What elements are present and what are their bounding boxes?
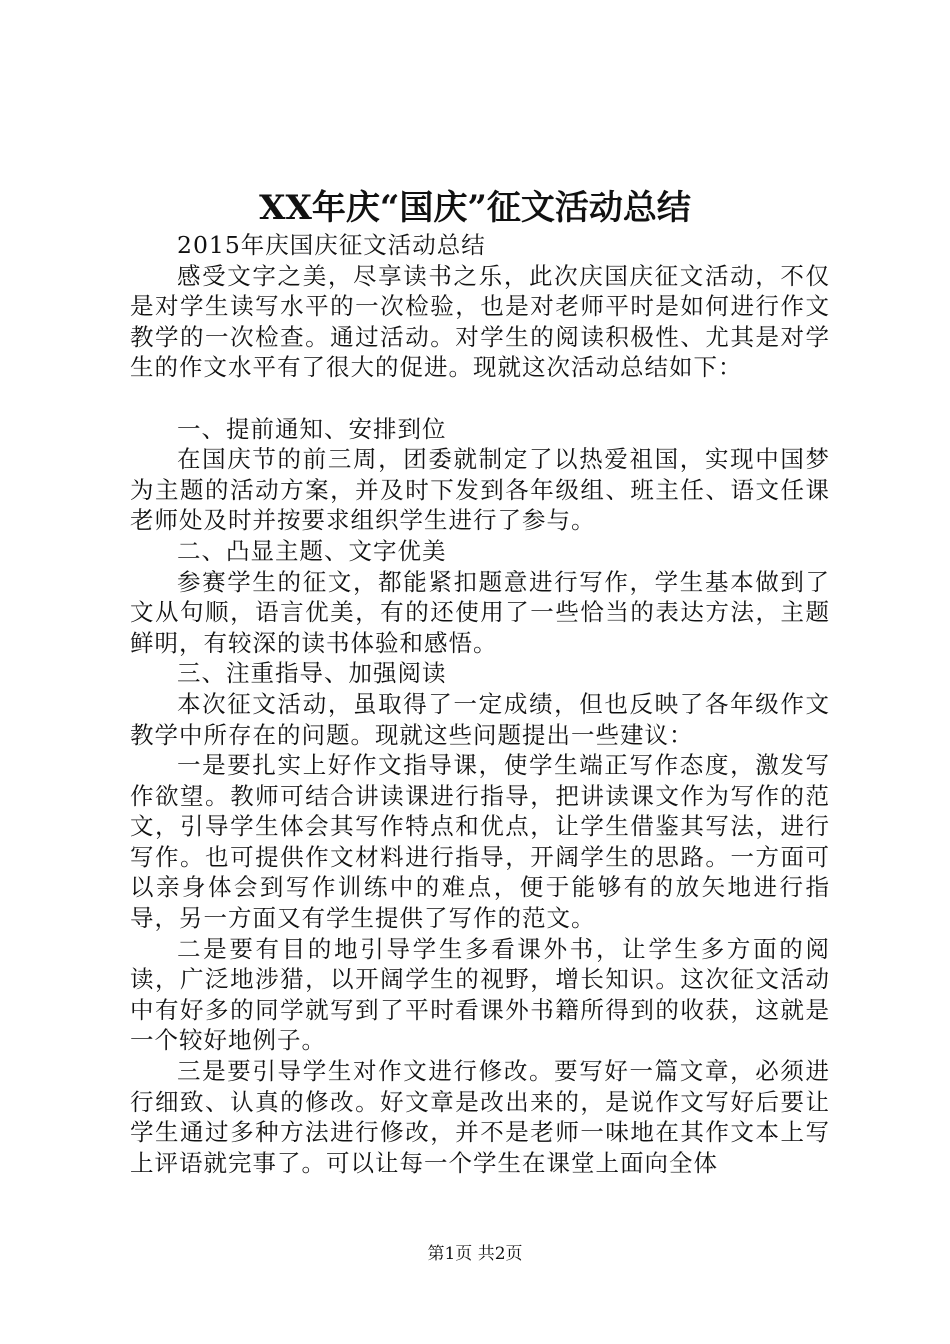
paragraph-suggestion-2: 二是要有目的地引导学生多看课外书，让学生多方面的阅读，广泛地涉猎，以开阔学生的视野，增长知识。这次征文活动中有好多的同学就写到了平时看课外书籍所得到的收获，这就是一个较好地例子。 [130,934,830,1055]
paragraph-subtitle: 2015年庆国庆征文活动总结 [177,231,486,259]
paragraph-suggestion-3: 三是要引导学生对作文进行修改。要写好一篇文章，必须进行细致、认真的修改。好文章是改出来的，是说作文写好后要让学生通过多种方法进行修改，并不是老师一味地在其作文本上写上评语就完事了。可以让每一个学生在课堂上面向全体 [130,1057,830,1177]
section-heading-3: 三、注重指导、加强阅读 [177,659,447,688]
paragraph-intro: 感受文字之美，尽享读书之乐，此次庆国庆征文活动，不仅是对学生读写水平的一次检验，也是对老师平时是如何进行作文教学的一次检查。通过活动。对学生的阅读积极性、尤其是对学生的作文水平有了很大的促进。现就这次活动总结如下： [130,261,830,382]
section-heading-2: 二、凸显主题、文字优美 [177,536,447,565]
document-title: XX年庆“国庆”征文活动总结 [259,188,691,228]
paragraph-suggestion-1: 一是要扎实上好作文指导课，使学生端正写作态度，激发写作欲望。教师可结合讲读课进行指导，把讲读课文作为写作的范文，引导学生体会其写作特点和优点，让学生借鉴其写法，进行写作。也可提供作文材料进行指导，开阔学生的思路。一方面可以亲身体会到写作训练中的难点，便于能够有的放矢地进行指导，另一方面又有学生提供了写作的范文。 [130,751,830,933]
paragraph-section-1: 在国庆节的前三周，团委就制定了以热爱祖国，实现中国梦为主题的活动方案，并及时下发到各年级组、班主任、语文任课老师处及时并按要求组织学生进行了参与。 [130,445,830,535]
section-heading-1: 一、提前通知、安排到位 [177,414,447,443]
document-body [130,230,830,1178]
page-footer: 第1页 共2页 [427,1244,523,1264]
paragraph-section-2: 参赛学生的征文，都能紧扣题意进行写作，学生基本做到了文从句顺，语言优美，有的还使用了一些恰当的表达方法，主题鲜明，有较深的读书体验和感悟。 [130,567,830,657]
paragraph-section-3: 本次征文活动，虽取得了一定成绩，但也反映了各年级作文教学中所存在的问题。现就这些问题提出一些建议： [130,689,830,749]
